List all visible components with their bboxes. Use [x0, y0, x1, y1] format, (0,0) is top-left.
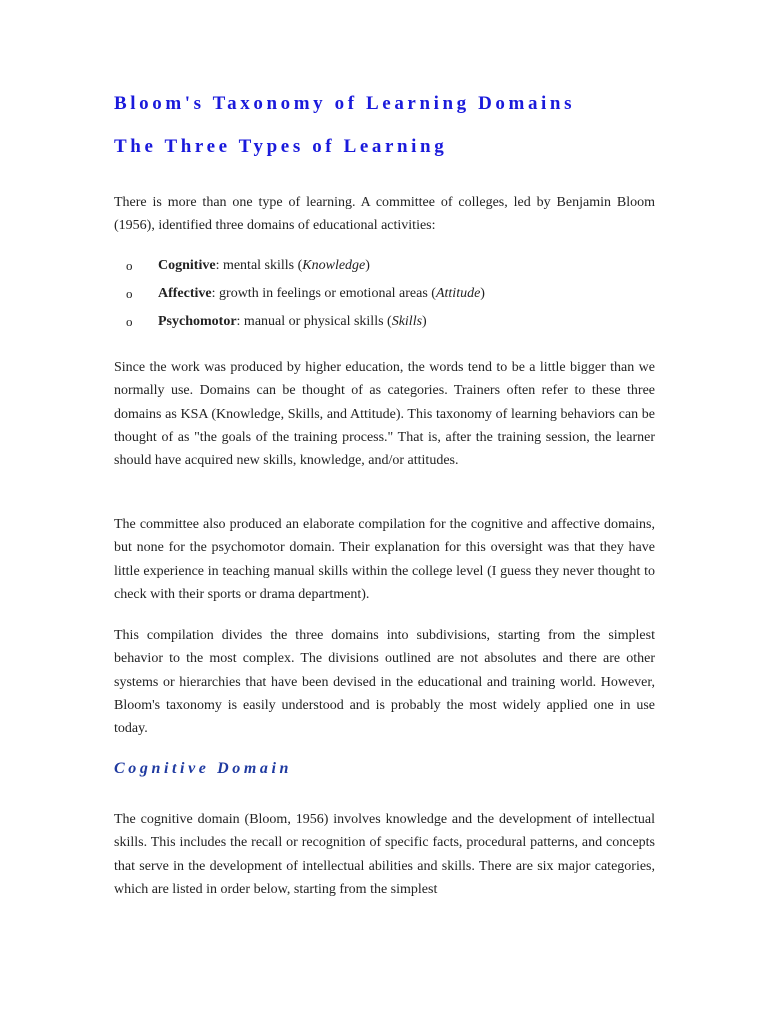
section-paragraph: The cognitive domain (Bloom, 1956) involves knowledge and the development of intellectual skills. This includes the recall or recognition of specific facts, procedural patterns, and concepts that serve in the development of intellectual abilities and skills. There are six major categories, which are listed in order below, starting from the simplest: [114, 812, 655, 897]
italic-attitude: Attitude: [435, 286, 481, 301]
list-item-text: Cognitive: mental skills (Knowledge): [158, 258, 370, 273]
term-cognitive: Cognitive: [158, 258, 216, 273]
bullet-marker: o: [126, 286, 133, 301]
bullet-marker: o: [126, 314, 133, 329]
list-item-text: Affective: growth in feelings or emotional areas (Attitude): [158, 286, 485, 301]
body-paragraph: This compilation divides the three domains into subdivisions, starting from the simplest behavior to the most complex. The divisions outlined are not absolutes and there are other systems or hierarchies that have been devised in the educational and training world. However, Bloom's taxonomy is easily understood and is probably the most widely applied one in use today.: [114, 628, 655, 737]
document-title: Bloom's Taxonomy of Learning Domains: [114, 93, 576, 114]
intro-paragraph: There is more than one type of learning. A committee of colleges, led by Benjamin Bloom (1956), identified three domains of educational activities:: [114, 195, 655, 234]
body-paragraph: The committee also produced an elaborate compilation for the cognitive and affective domains, but none for the psychomotor domain. Their explanation for this oversight was that they have little experience in teaching manual skills within the college level (I guess they never thought to check with their sports or drama department).: [114, 517, 655, 602]
italic-skills: Skills: [391, 314, 423, 329]
section-heading: Cognitive Domain: [114, 760, 293, 777]
document-subtitle: The Three Types of Learning: [114, 136, 448, 157]
list-item-text: Psychomotor: manual or physical skills (Skills): [158, 314, 427, 329]
bullet-marker: o: [126, 258, 133, 273]
term-affective: Affective: [158, 286, 212, 301]
italic-knowledge: Knowledge: [302, 258, 366, 273]
term-psychomotor: Psychomotor: [158, 314, 237, 329]
body-paragraph: Since the work was produced by higher education, the words tend to be a little bigger than we normally use. Domains can be thought of as categories. Trainers often refer to these three domains as KSA (Knowledge, Skills, and Attitude). This taxonomy of learning behaviors can be thought of as "the goals of the training process." That is, after the training session, the learner should have acquired new skills, knowledge, and/or attitudes.: [114, 360, 655, 469]
